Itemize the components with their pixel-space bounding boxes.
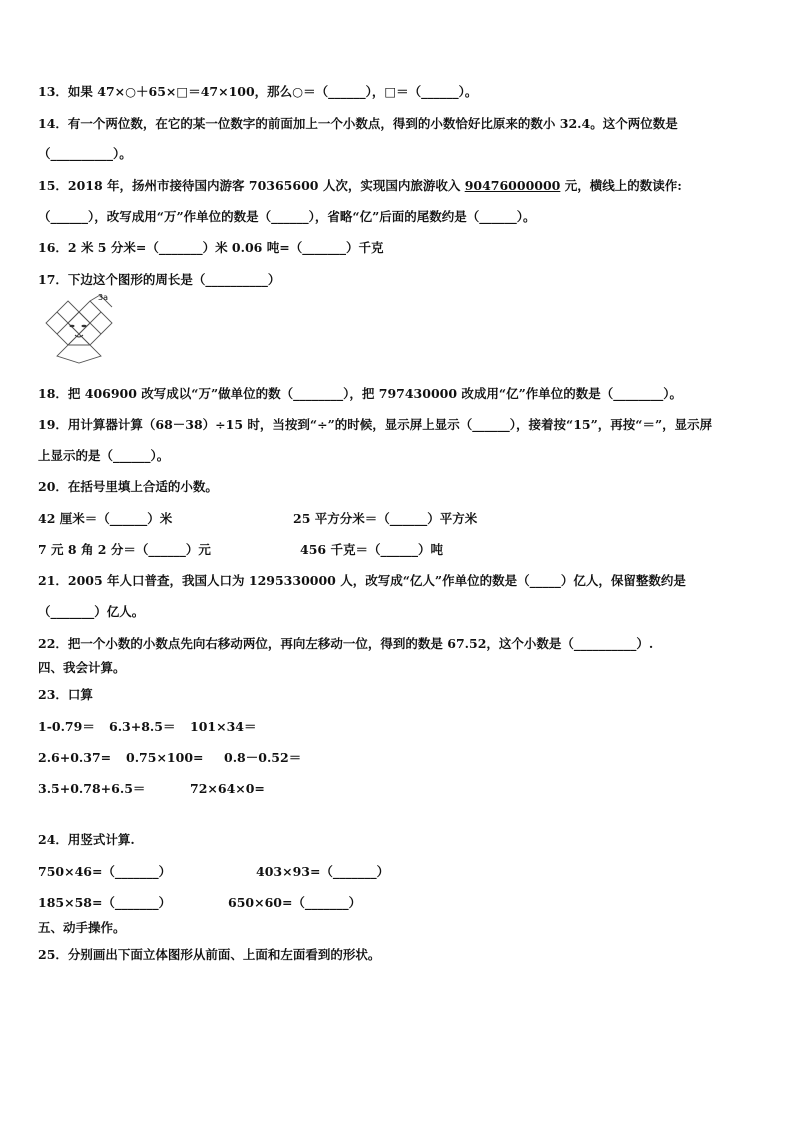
question-13: 13．如果 47×○＋65×□＝47×100，那么○＝（______），□＝（______）。	[38, 84, 478, 99]
question-20: 20．在括号里填上合适的小数。	[38, 479, 218, 494]
section-5-heading: 五、动手操作。	[38, 920, 126, 935]
question-15	[38, 178, 682, 194]
question-17: 17．下边这个图形的周长是（__________）	[38, 272, 281, 287]
question-14: 14．有一个两位数，在它的某一位数字的前面加上一个小数点，得到的小数恰好比原来的数小 32.4。这个两位数是	[38, 116, 678, 131]
vertical-calc-3: 185×58=（_______）	[38, 895, 172, 910]
question-15-text-end: 元，横线上的数读作:	[560, 178, 682, 193]
underlined-number: 90476000000	[464, 178, 561, 193]
question-19: 19．用计算器计算（68－38）÷15 时，当按到“÷”的时候，显示屏上显示（______），接着按“15”，再按“＝”，显示屏	[38, 417, 713, 432]
question-14-answer: （__________）。	[38, 146, 132, 161]
question-15-blanks: （______），改写成用“万”作单位的数是（______），省略“亿”后面的尾数约是（______）。	[38, 209, 536, 224]
rotated-grid-figure	[38, 293, 116, 365]
mental-calc-3: 101×34＝	[190, 719, 257, 734]
mental-calc-8: 72×64×0=	[190, 781, 265, 796]
mental-calc-2: 6.3+8.5＝	[109, 719, 176, 734]
question-16: 16．2 米 5 分米=（_______）米 0.06 吨=（_______）千克	[38, 240, 384, 255]
mental-calc-4: 2.6+0.37=	[38, 750, 112, 765]
question-15-text: 15．2018 年，扬州市接待国内游客 70365600 人次，实现国内旅游收入	[38, 178, 465, 193]
section-4-heading: 四、我会计算。	[38, 660, 126, 675]
perimeter-figure	[38, 293, 116, 365]
question-19-line2: 上显示的是（______）。	[38, 448, 170, 463]
question-20-item-2: 25 平方分米＝（______）平方米	[293, 511, 478, 526]
question-21: 21．2005 年人口普查，我国人口为 1295330000 人，改写成“亿人”作单位的数是（_____）亿人，保留整数约是	[38, 573, 686, 588]
vertical-calc-2: 403×93=（_______）	[256, 864, 390, 879]
question-23: 23．口算	[38, 687, 93, 702]
mental-calc-1: 1-0.79＝	[38, 719, 95, 734]
mental-calc-5: 0.75×100=	[126, 750, 204, 765]
vertical-calc-4: 650×60=（_______）	[228, 895, 362, 910]
vertical-calc-1: 750×46=（_______）	[38, 864, 172, 879]
question-18: 18．把 406900 改写成以“万”做单位的数（________），把 797430000 改成用“亿”作单位的数是（________）。	[38, 386, 683, 401]
question-20-item-3: 7 元 8 角 2 分＝（______）元	[38, 542, 211, 557]
mental-calc-7: 3.5+0.78+6.5＝	[38, 781, 146, 796]
question-20-item-1: 42 厘米＝（______）米	[38, 511, 173, 526]
question-22: 22．把一个小数的小数点先向右移动两位，再向左移动一位，得到的数是 67.52，这个小数是（__________）.	[38, 636, 654, 651]
side-length-label: 3a	[98, 293, 108, 302]
mental-calc-6: 0.8－0.52＝	[224, 750, 302, 765]
question-21-line2: （_______）亿人。	[38, 604, 145, 619]
question-25: 25．分别画出下面立体图形从前面、上面和左面看到的形状。	[38, 947, 381, 962]
question-24: 24．用竖式计算.	[38, 832, 135, 847]
question-20-item-4: 456 千克＝（______）吨	[300, 542, 443, 557]
